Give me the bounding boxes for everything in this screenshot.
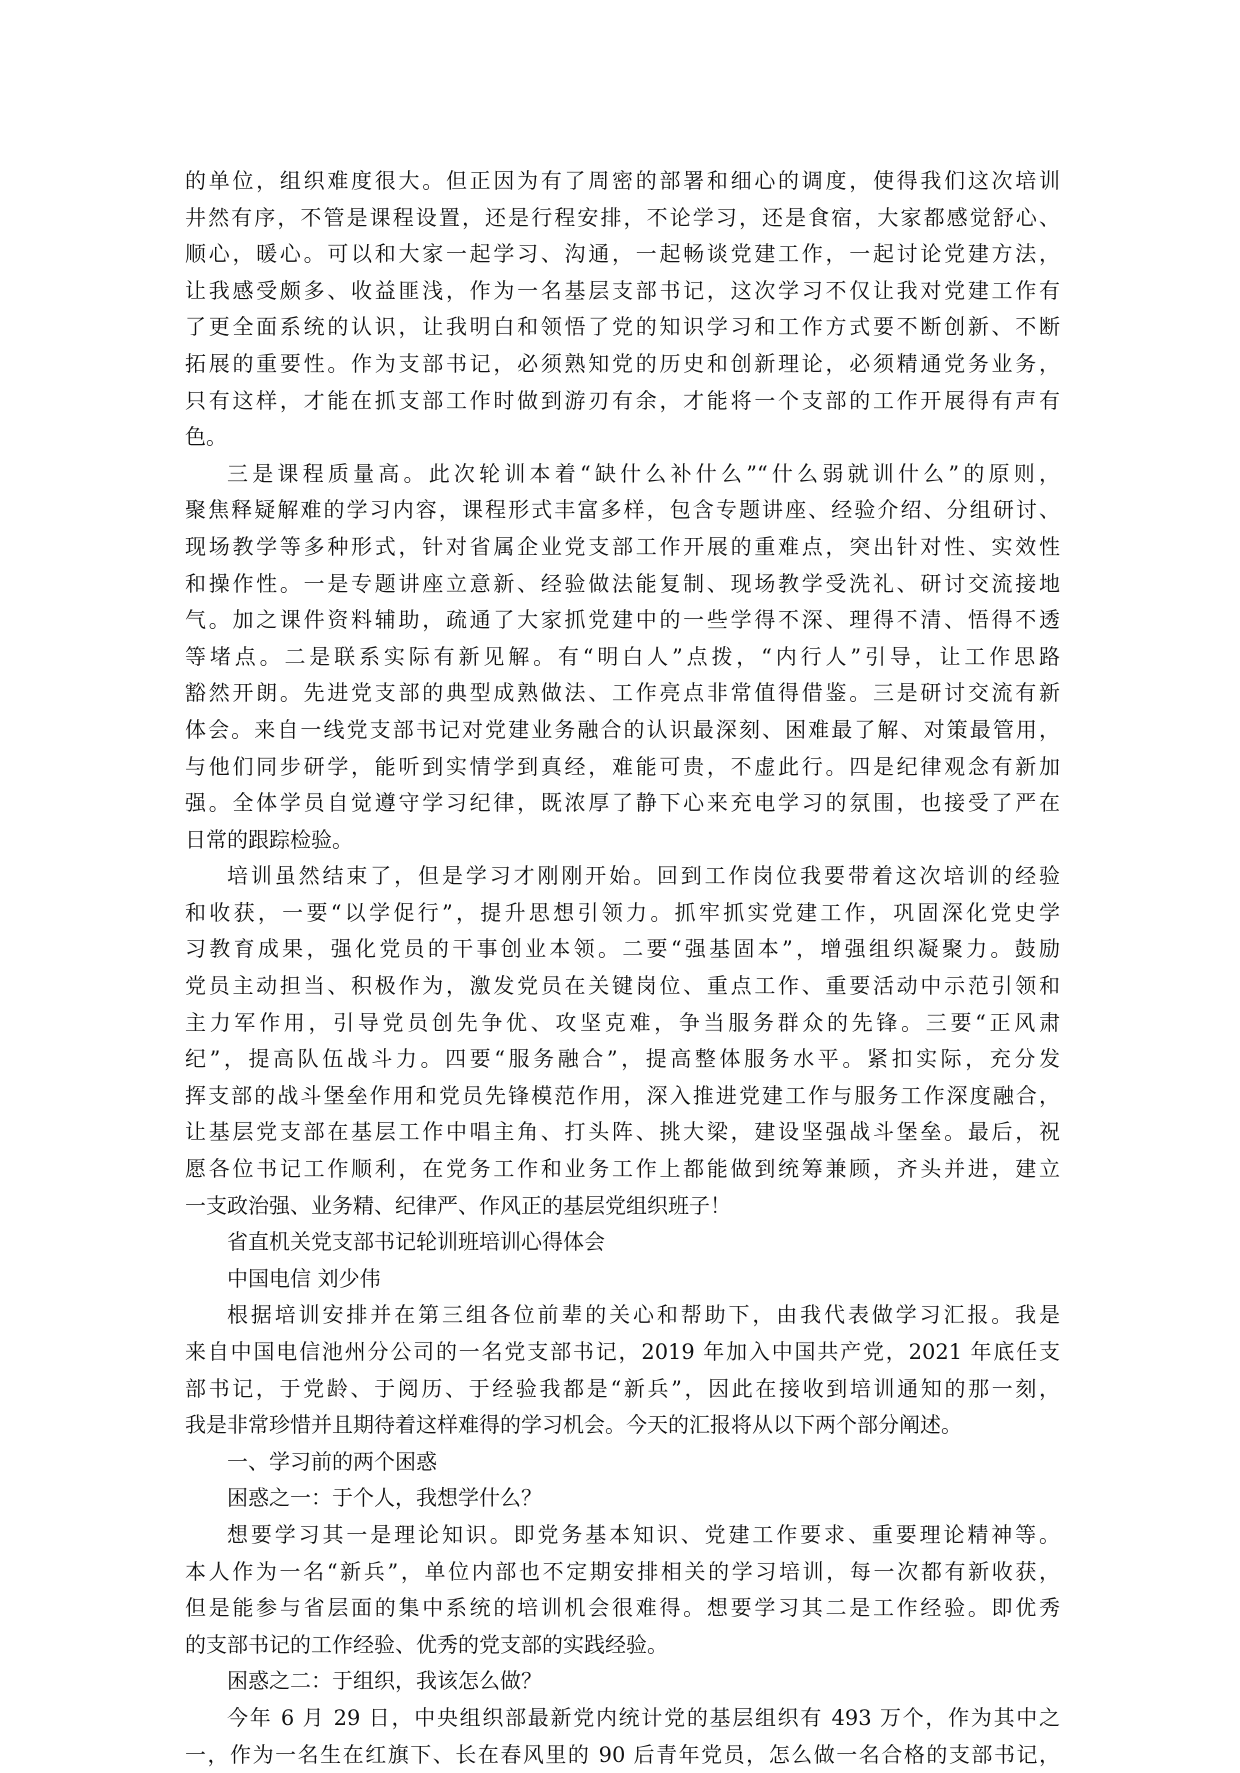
text-line: 色。 — [185, 425, 227, 450]
text-line: 顺心，暖心。可以和大家一起学习、沟通，一起畅谈党建工作，一起讨论党建方法， — [185, 242, 1060, 267]
text-line: 今年 6 月 29 日，中央组织部最新党内统计党的基层组织有 493 万个，作为其中之 — [227, 1705, 1060, 1730]
text-line: 我是非常珍惜并且期待着这样难得的学习机会。今天的汇报将从以下两个部分阐述。 — [185, 1413, 962, 1438]
text-line: 培训虽然结束了，但是学习才刚刚开始。回到工作岗位我要带着这次培训的经验 — [227, 864, 1060, 889]
text-line: 拓展的重要性。作为支部书记，必须熟知党的历史和创新理论，必须精通党务业务， — [185, 351, 1060, 376]
text-line: 与他们同步研学，能听到实情学到真经，难能可贵，不虚此行。四是纪律观念有新加 — [185, 754, 1060, 779]
text-line: 想要学习其一是理论知识。即党务基本知识、党建工作要求、重要理论精神等。 — [227, 1522, 1060, 1547]
text-line: 主力军作用，引导党员创先争优、攻坚克难，争当服务群众的先锋。三要“正风肃 — [185, 1010, 1060, 1035]
text-line: 省直机关党支部书记轮训班培训心得体会 — [227, 1230, 605, 1255]
text-line: 中国电信 刘少伟 — [227, 1266, 381, 1291]
text-line: 党员主动担当、积极作为，激发党员在关键岗位、重点工作、重要活动中示范引领和 — [185, 974, 1060, 999]
text-line: 困惑之二：于组织，我该怎么做？ — [227, 1669, 542, 1694]
text-line: 的单位，组织难度很大。但正因为有了周密的部署和细心的调度，使得我们这次培训 — [185, 169, 1060, 193]
text-line: 三是课程质量高。此次轮训本着“缺什么补什么”“什么弱就训什么”的原则， — [227, 461, 1060, 486]
text-line: 困惑之一：于个人，我想学什么？ — [227, 1486, 542, 1511]
text-line: 本人作为一名“新兵”，单位内部也不定期安排相关的学习培训，每一次都有新收获， — [185, 1559, 1060, 1584]
text-line: 聚焦释疑解难的学习内容，课程形式丰富多样，包含专题讲座、经验介绍、分组研讨、 — [185, 498, 1060, 523]
text-line: 体会。来自一线党支部书记对党建业务融合的认识最深刻、困难最了解、对策最管用， — [185, 717, 1060, 742]
text-line: 纪”，提高队伍战斗力。四要“服务融合”，提高整体服务水平。紧扣实际，充分发 — [185, 1047, 1060, 1072]
text-line: 等堵点。二是联系实际有新见解。有“明白人”点拨，“内行人”引导，让工作思路 — [185, 644, 1060, 669]
text-line: 挥支部的战斗堡垒作用和党员先锋模范作用，深入推进党建工作与服务工作深度融合， — [185, 1083, 1060, 1108]
text-line: 愿各位书记工作顺利，在党务工作和业务工作上都能做到统筹兼顾，齐头并进，建立 — [185, 1157, 1060, 1182]
text-line: 一支政治强、业务精、纪律严、作风正的基层党组织班子！ — [185, 1193, 731, 1218]
text-line: 只有这样，才能在抓支部工作时做到游刃有余，才能将一个支部的工作开展得有声有 — [185, 388, 1060, 413]
text-line: 现场教学等多种形式，针对省属企业党支部工作开展的重难点，突出针对性、实效性 — [185, 534, 1060, 559]
text-line: 根据培训安排并在第三组各位前辈的关心和帮助下，由我代表做学习汇报。我是 — [227, 1303, 1060, 1328]
text-line: 的支部书记的工作经验、优秀的党支部的实践经验。 — [185, 1632, 668, 1657]
text-line: 一、学习前的两个困惑 — [227, 1449, 437, 1474]
text-line: 井然有序，不管是课程设置，还是行程安排，不论学习，还是食宿，大家都感觉舒心、 — [185, 205, 1060, 230]
document-body — [185, 163, 1060, 1773]
text-line: 一，作为一名生在红旗下、长在春风里的 90 后青年党员，怎么做一名合格的支部书记， — [185, 1742, 1060, 1767]
text-line: 习教育成果，强化党员的干事创业本领。二要“强基固本”，增强组织凝聚力。鼓励 — [185, 937, 1060, 962]
text-line: 了更全面系统的认识，让我明白和领悟了党的知识学习和工作方式要不断创新、不断 — [185, 315, 1060, 340]
text-line: 和操作性。一是专题讲座立意新、经验做法能复制、现场教学受洗礼、研讨交流接地 — [185, 571, 1060, 596]
text-line: 和收获，一要“以学促行”，提升思想引领力。抓牢抓实党建工作，巩固深化党史学 — [185, 900, 1060, 925]
text-line: 让我感受颇多、收益匪浅，作为一名基层支部书记，这次学习不仅让我对党建工作有 — [185, 278, 1060, 303]
text-line: 但是能参与省层面的集中系统的培训机会很难得。想要学习其二是工作经验。即优秀 — [185, 1596, 1060, 1621]
text-line: 部书记，于党龄、于阅历、于经验我都是“新兵”，因此在接收到培训通知的那一刻， — [185, 1376, 1060, 1401]
text-line: 来自中国电信池州分公司的一名党支部书记，2019 年加入中国共产党，2021 年底任支 — [185, 1340, 1060, 1364]
text-line: 气。加之课件资料辅助，疏通了大家抓党建中的一些学得不深、理得不清、悟得不透 — [185, 608, 1060, 633]
text-line: 豁然开朗。先进党支部的典型成熟做法、工作亮点非常值得借鉴。三是研讨交流有新 — [185, 681, 1060, 706]
text-line: 强。全体学员自觉遵守学习纪律，既浓厚了静下心来充电学习的氛围，也接受了严在 — [185, 791, 1060, 816]
text-line: 日常的跟踪检验。 — [185, 827, 353, 852]
text-line: 让基层党支部在基层工作中唱主角、打头阵、挑大梁，建设坚强战斗堡垒。最后，祝 — [185, 1120, 1060, 1145]
